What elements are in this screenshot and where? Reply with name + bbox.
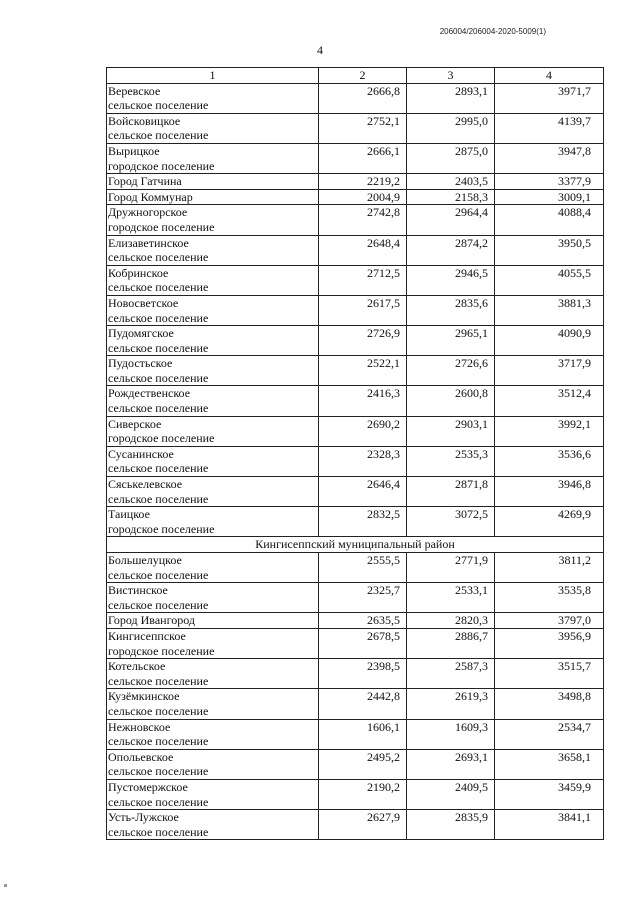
settlement-name-line: Опольевское: [108, 749, 174, 764]
value-col-2: 2442,8: [319, 689, 407, 719]
settlement-name: [107, 326, 319, 356]
table-row: [107, 174, 604, 190]
column-header-4: 4: [495, 68, 604, 84]
table-row: [107, 689, 604, 719]
value-col-2: 2635,5: [319, 613, 407, 629]
table-row: [107, 83, 604, 113]
value-col-3: 2874,2: [407, 235, 495, 265]
value-col-2: 2690,2: [319, 416, 407, 446]
table-row: [107, 810, 604, 840]
settlement-name-line: Сяськелевское: [108, 477, 183, 492]
settlement-type-line: сельское поселение: [108, 734, 209, 749]
table-row: [107, 235, 604, 265]
settlement-name-line: Рождественское: [108, 386, 191, 401]
value-col-3: 2535,3: [407, 446, 495, 476]
settlement-name: [107, 628, 319, 658]
value-col-2: 2398,5: [319, 659, 407, 689]
settlement-type-line: городское поселение: [108, 521, 215, 536]
table-row: [107, 189, 604, 205]
value-col-2: 2832,5: [319, 507, 407, 537]
settlement-name: [107, 174, 319, 190]
value-col-2: 2219,2: [319, 174, 407, 190]
settlement-type-line: сельское поселение: [108, 567, 209, 582]
table-row: [107, 356, 604, 386]
settlement-name: [107, 189, 319, 205]
value-col-4: 3536,6: [495, 446, 604, 476]
settlement-type-line: сельское поселение: [108, 597, 209, 612]
value-col-3: 1609,3: [407, 719, 495, 749]
value-col-3: 2726,6: [407, 356, 495, 386]
settlement-name-line: Таицкое: [108, 507, 150, 522]
value-col-4: 3658,1: [495, 749, 604, 779]
section-title: Кингисеппский муниципальный район: [107, 537, 604, 553]
table-row: [107, 628, 604, 658]
settlement-name-line: Кобринское: [108, 265, 169, 280]
table-row: [107, 477, 604, 507]
value-col-2: 2617,5: [319, 295, 407, 325]
table-row: [107, 719, 604, 749]
value-col-3: 2871,8: [407, 477, 495, 507]
settlement-type-line: сельское поселение: [108, 461, 209, 476]
value-col-3: 2600,8: [407, 386, 495, 416]
table-header-row: [107, 68, 604, 84]
value-col-4: 2534,7: [495, 719, 604, 749]
table-row: [107, 553, 604, 583]
value-col-4: 3377,9: [495, 174, 604, 190]
value-col-4: 3971,7: [495, 83, 604, 113]
settlement-type-line: сельское поселение: [108, 794, 209, 809]
value-col-4: 3956,9: [495, 628, 604, 658]
settlement-name-line: Город Ивангород: [108, 613, 195, 628]
value-col-3: 2403,5: [407, 174, 495, 190]
value-col-2: 2648,4: [319, 235, 407, 265]
value-col-3: 2835,6: [407, 295, 495, 325]
value-col-3: 2875,0: [407, 143, 495, 173]
settlement-name-line: Кузёмкинское: [108, 689, 180, 704]
value-col-2: 2555,5: [319, 553, 407, 583]
value-col-4: 3498,8: [495, 689, 604, 719]
data-table: [106, 67, 604, 840]
settlement-type-line: сельское поселение: [108, 250, 209, 265]
value-col-4: 3459,9: [495, 779, 604, 809]
settlement-type-line: городское поселение: [108, 643, 215, 658]
value-col-2: 2752,1: [319, 113, 407, 143]
value-col-3: 2587,3: [407, 659, 495, 689]
value-col-2: 2522,1: [319, 356, 407, 386]
settlement-name: [107, 416, 319, 446]
value-col-3: 2158,3: [407, 189, 495, 205]
table-row: [107, 779, 604, 809]
settlement-type-line: городское поселение: [108, 158, 215, 173]
settlement-type-line: сельское поселение: [108, 128, 209, 143]
table-row: [107, 113, 604, 143]
value-col-3: 2903,1: [407, 416, 495, 446]
table-row: [107, 583, 604, 613]
settlement-name-line: Город Коммунар: [108, 189, 193, 204]
table-row: [107, 326, 604, 356]
value-col-2: 2742,8: [319, 205, 407, 235]
value-col-4: 4090,9: [495, 326, 604, 356]
settlement-name-line: Пустомержское: [108, 779, 188, 794]
table-row: [107, 507, 604, 537]
value-col-3: 2886,7: [407, 628, 495, 658]
settlement-type-line: сельское поселение: [108, 370, 209, 385]
settlement-type-line: сельское поселение: [108, 824, 209, 839]
settlement-name: [107, 779, 319, 809]
value-col-3: 2893,1: [407, 83, 495, 113]
value-col-3: 2693,1: [407, 749, 495, 779]
settlement-name-line: Пудомягское: [108, 326, 174, 341]
value-col-3: 2771,9: [407, 553, 495, 583]
value-col-4: 3946,8: [495, 477, 604, 507]
value-col-4: 3512,4: [495, 386, 604, 416]
settlement-type-line: сельское поселение: [108, 491, 209, 506]
value-col-3: 2964,4: [407, 205, 495, 235]
value-col-3: 2995,0: [407, 113, 495, 143]
settlement-name-line: Елизаветинское: [108, 235, 189, 250]
value-col-2: 2416,3: [319, 386, 407, 416]
value-col-4: 4269,9: [495, 507, 604, 537]
value-col-4: 3950,5: [495, 235, 604, 265]
value-col-2: 2325,7: [319, 583, 407, 613]
settlement-type-line: сельское поселение: [108, 673, 209, 688]
table-row: [107, 295, 604, 325]
settlement-name: [107, 143, 319, 173]
table-row: [107, 659, 604, 689]
settlement-type-line: городское поселение: [108, 431, 215, 446]
value-col-3: 2820,3: [407, 613, 495, 629]
settlement-name-line: Большелуцкое: [108, 553, 182, 567]
value-col-2: 2678,5: [319, 628, 407, 658]
settlement-name: [107, 583, 319, 613]
column-header-2: 2: [319, 68, 407, 84]
settlement-name: [107, 659, 319, 689]
table-row: [107, 416, 604, 446]
table-row: [107, 265, 604, 295]
settlement-name-line: Войсковицкое: [108, 113, 181, 128]
value-col-4: 3881,3: [495, 295, 604, 325]
settlement-type-line: сельское поселение: [108, 98, 209, 113]
column-header-1: 1: [107, 68, 319, 84]
value-col-3: 2835,9: [407, 810, 495, 840]
page-number: 4: [317, 43, 323, 57]
settlement-name: [107, 446, 319, 476]
settlement-name-line: Пудостьское: [108, 356, 173, 371]
value-col-2: 1606,1: [319, 719, 407, 749]
settlement-name: [107, 689, 319, 719]
settlement-type-line: сельское поселение: [108, 764, 209, 779]
settlement-name-line: Усть-Лужское: [108, 810, 179, 825]
settlement-type-line: городское поселение: [108, 219, 215, 234]
value-col-3: 2533,1: [407, 583, 495, 613]
value-col-2: 2328,3: [319, 446, 407, 476]
table-row: [107, 613, 604, 629]
settlement-name-line: Дружногорское: [108, 205, 188, 220]
settlement-name: [107, 613, 319, 629]
value-col-2: 2712,5: [319, 265, 407, 295]
value-col-4: 3811,2: [495, 553, 604, 583]
settlement-name-line: Нежновское: [108, 719, 171, 734]
settlement-name: [107, 507, 319, 537]
value-col-2: 2190,2: [319, 779, 407, 809]
scan-speck: [4, 884, 7, 887]
value-col-4: 3947,8: [495, 143, 604, 173]
table-row: [107, 446, 604, 476]
value-col-2: 2495,2: [319, 749, 407, 779]
value-col-2: 2666,8: [319, 83, 407, 113]
settlement-name: [107, 113, 319, 143]
value-col-4: 4055,5: [495, 265, 604, 295]
table-body: [107, 83, 604, 840]
settlement-type-line: сельское поселение: [108, 401, 209, 416]
settlement-name-line: Новосветское: [108, 295, 179, 310]
settlement-name: [107, 749, 319, 779]
value-col-2: 2726,9: [319, 326, 407, 356]
settlement-name-line: Кингисеппское: [108, 628, 186, 643]
settlement-name: [107, 205, 319, 235]
settlement-name: [107, 477, 319, 507]
table-row: [107, 205, 604, 235]
value-col-2: 2666,1: [319, 143, 407, 173]
settlement-name-line: Город Гатчина: [108, 174, 182, 189]
value-col-4: 3992,1: [495, 416, 604, 446]
settlement-type-line: сельское поселение: [108, 340, 209, 355]
settlement-name-line: Веревское: [108, 83, 161, 98]
settlement-name-line: Сиверское: [108, 416, 162, 431]
value-col-4: 4088,4: [495, 205, 604, 235]
value-col-3: 2409,5: [407, 779, 495, 809]
settlement-type-line: сельское поселение: [108, 310, 209, 325]
settlement-name: [107, 265, 319, 295]
column-header-3: 3: [407, 68, 495, 84]
settlement-name: [107, 356, 319, 386]
value-col-4: 3797,0: [495, 613, 604, 629]
settlement-name: [107, 553, 319, 583]
value-col-2: 2627,9: [319, 810, 407, 840]
value-col-4: 3515,7: [495, 659, 604, 689]
settlement-name-line: Вырицкое: [108, 143, 160, 158]
value-col-2: 2646,4: [319, 477, 407, 507]
settlement-name-line: Котельское: [108, 659, 166, 674]
table-row: [107, 143, 604, 173]
settlement-name: [107, 386, 319, 416]
value-col-4: 4139,7: [495, 113, 604, 143]
settlement-type-line: сельское поселение: [108, 703, 209, 718]
value-col-4: 3841,1: [495, 810, 604, 840]
value-col-4: 3717,9: [495, 356, 604, 386]
table-row: [107, 749, 604, 779]
value-col-4: 3535,8: [495, 583, 604, 613]
section-row: [107, 537, 604, 553]
settlement-type-line: сельское поселение: [108, 280, 209, 295]
value-col-3: 3072,5: [407, 507, 495, 537]
value-col-3: 2965,1: [407, 326, 495, 356]
settlement-name: [107, 719, 319, 749]
settlement-name: [107, 295, 319, 325]
value-col-2: 2004,9: [319, 189, 407, 205]
settlement-name-line: Сусанинское: [108, 446, 174, 461]
settlement-name-line: Вистинское: [108, 583, 168, 598]
settlement-name: [107, 810, 319, 840]
table-row: [107, 386, 604, 416]
value-col-3: 2619,3: [407, 689, 495, 719]
document-id: 206004/206004-2020-5009(1): [439, 27, 546, 36]
value-col-4: 3009,1: [495, 189, 604, 205]
settlement-name: [107, 83, 319, 113]
settlement-name: [107, 235, 319, 265]
value-col-3: 2946,5: [407, 265, 495, 295]
